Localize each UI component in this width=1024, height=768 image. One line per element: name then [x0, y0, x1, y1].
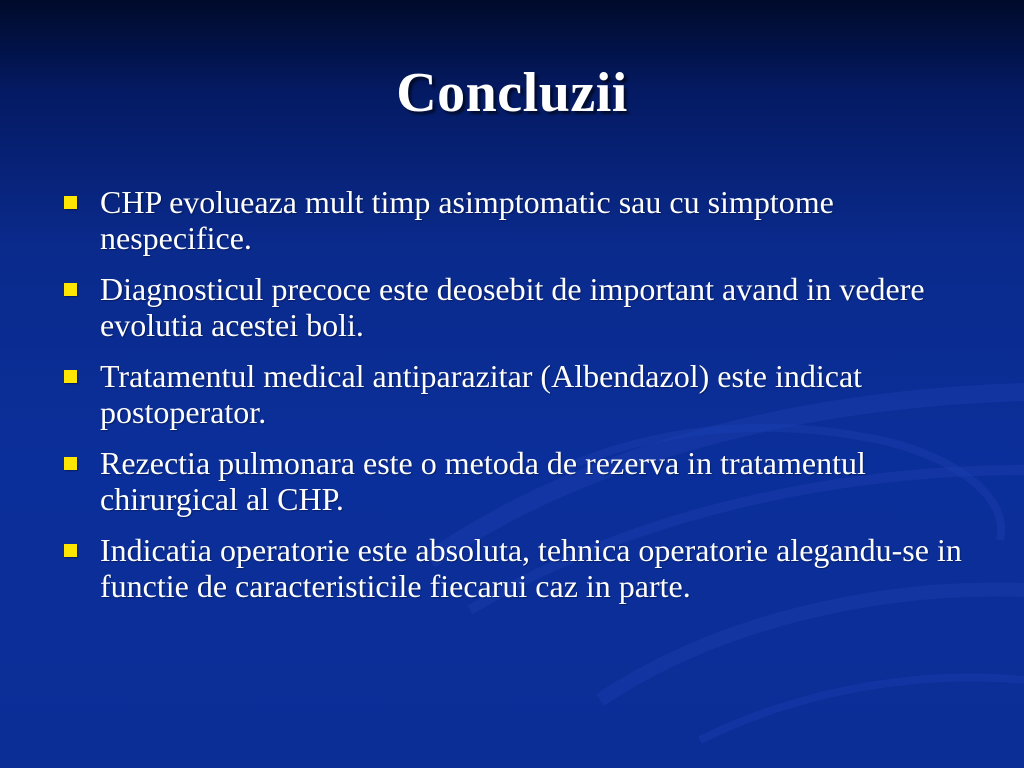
bullet-item	[62, 532, 962, 604]
bullet-text: Diagnosticul precoce este deosebit de important avand in vedere evolutia acestei boli.	[100, 271, 925, 343]
bullet-item	[62, 271, 962, 343]
bullet-text: Rezectia pulmonara este o metoda de rezerva in tratamentul chirurgical al CHP.	[100, 445, 866, 517]
bullet-list	[62, 184, 962, 619]
yellow-square-bullet-icon	[64, 457, 77, 470]
yellow-square-bullet-icon	[64, 370, 77, 383]
bullet-text: Tratamentul medical antiparazitar (Albendazol) este indicat postoperator.	[100, 358, 863, 430]
yellow-square-bullet-icon	[64, 283, 77, 296]
slide-title: Concluzii	[396, 62, 628, 124]
bullet-text: Indicatia operatorie este absoluta, tehnica operatorie alegandu-se in functie de caracteristicile fiecarui caz in parte.	[100, 532, 962, 604]
bullet-item	[62, 358, 962, 430]
bullet-item	[62, 184, 962, 256]
bullet-text: CHP evolueaza mult timp asimptomatic sau cu simptome nespecifice.	[100, 184, 834, 256]
yellow-square-bullet-icon	[64, 544, 77, 557]
yellow-square-bullet-icon	[64, 196, 77, 209]
bullet-item	[62, 445, 962, 517]
